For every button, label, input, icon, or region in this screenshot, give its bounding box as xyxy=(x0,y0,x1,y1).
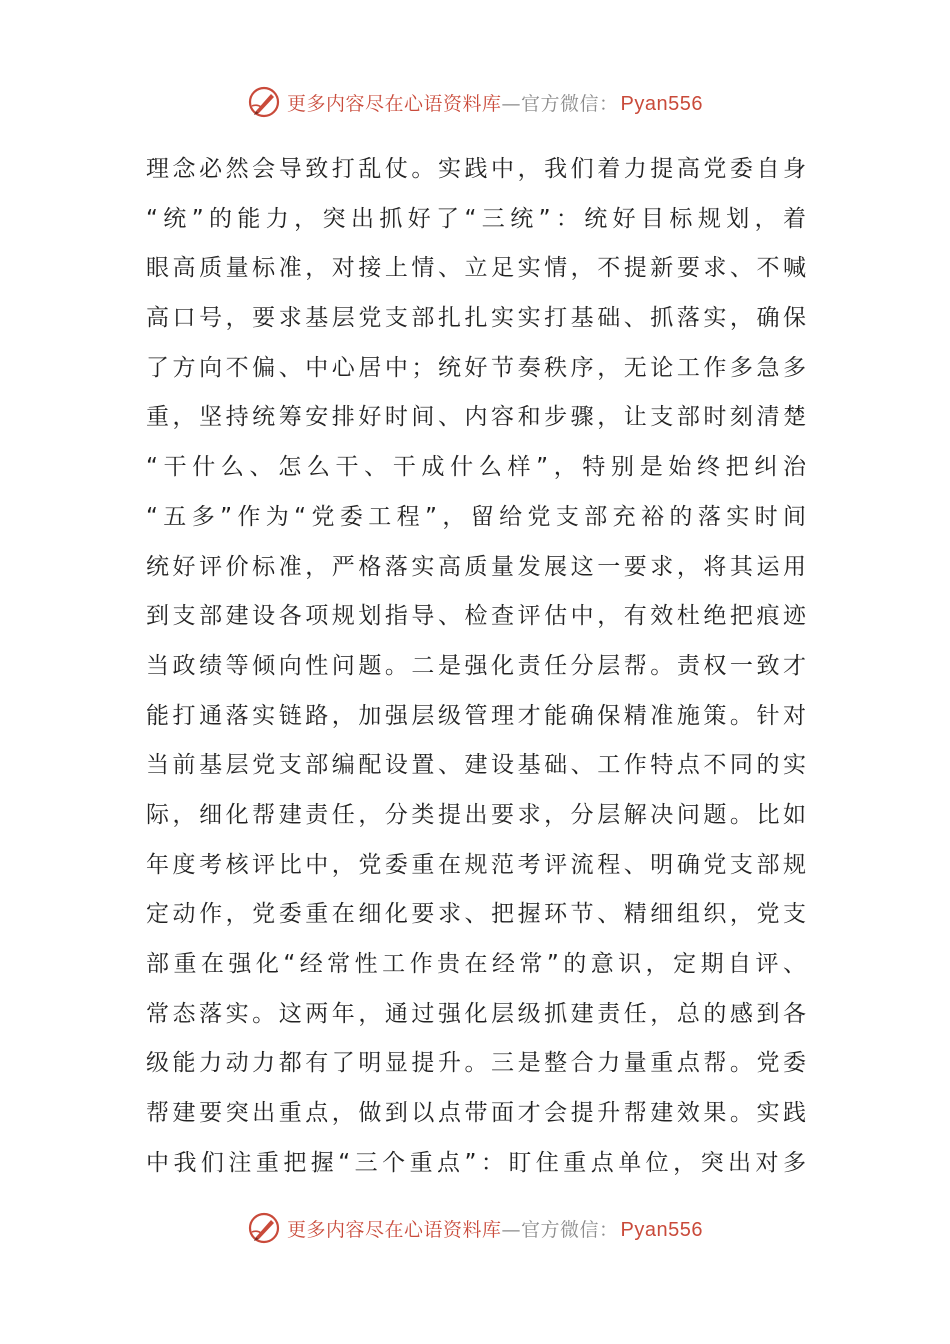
body-text-line: “五多”作为“党委工程”，留给党支部充裕的落实时间 xyxy=(146,503,806,530)
watermark-gray-text: —官方微信： xyxy=(501,1218,619,1241)
body-text-line: 重，坚持统筹安排好时间、内容和步骤，让支部时刻清楚 xyxy=(146,404,806,431)
body-text-line: 眼高质量标准，对接上情、立足实情，不提新要求、不喊 xyxy=(146,255,806,282)
footer-watermark-banner xyxy=(0,1208,950,1248)
watermark-text xyxy=(287,89,703,116)
watermark-red-text: 更多内容尽在心语资料库 xyxy=(287,1218,502,1241)
body-text-line: “统”的能力，突出抓好了“三统”：统好目标规划，着 xyxy=(146,205,806,232)
header-watermark-banner xyxy=(0,82,950,122)
body-text-line: 到支部建设各项规划指导、检查评估中，有效杜绝把痕迹 xyxy=(146,603,806,630)
watermark-wechat-id: Pyan556 xyxy=(620,1218,703,1241)
body-text-line: 中我们注重把握“三个重点”：盯住重点单位，突出对多 xyxy=(146,1149,806,1176)
body-text-line: 当前基层党支部编配设置、建设基础、工作特点不同的实 xyxy=(146,752,806,779)
body-text-line: 了方向不偏、中心居中；统好节奏秩序，无论工作多急多 xyxy=(146,354,806,381)
body-text-line: 帮建要突出重点，做到以点带面才会提升帮建效果。实践 xyxy=(146,1100,806,1127)
body-text-line: 当政绩等倾向性问题。二是强化责任分层帮。责权一致才 xyxy=(146,652,806,679)
pen-circle-icon xyxy=(247,1211,281,1245)
body-text-line: 级能力动力都有了明显提升。三是整合力量重点帮。党委 xyxy=(146,1050,806,1077)
body-text-line: 部重在强化“经常性工作贵在经常”的意识，定期自评、 xyxy=(146,951,806,977)
watermark-red-text: 更多内容尽在心语资料库 xyxy=(287,92,502,115)
body-text-line: 理念必然会导致打乱仗。实践中，我们着力提高党委自身 xyxy=(146,156,806,182)
watermark-text xyxy=(287,1215,703,1242)
body-text-line: 年度考核评比中，党委重在规范考评流程、明确党支部规 xyxy=(146,851,806,878)
body-text-line: 能打通落实链路，加强层级管理才能确保精准施策。针对 xyxy=(146,702,806,729)
body-text-line: “干什么、怎么干、干成什么样”，特别是始终把纠治 xyxy=(146,454,806,481)
document-body xyxy=(146,145,806,1188)
body-text-line: 常态落实。这两年，通过强化层级抓建责任，总的感到各 xyxy=(146,1000,806,1027)
watermark-wechat-id: Pyan556 xyxy=(620,92,703,115)
watermark-gray-text: —官方微信： xyxy=(501,92,619,115)
body-text-line: 统好评价标准，严格落实高质量发展这一要求，将其运用 xyxy=(146,553,806,580)
pen-circle-icon xyxy=(247,85,281,119)
body-text-line: 际，细化帮建责任，分类提出要求，分层解决问题。比如 xyxy=(146,801,806,828)
body-text-line: 高口号，要求基层党支部扎扎实实打基础、抓落实，确保 xyxy=(146,305,806,332)
body-text-line: 定动作，党委重在细化要求、把握环节、精细组织，党支 xyxy=(146,901,806,928)
